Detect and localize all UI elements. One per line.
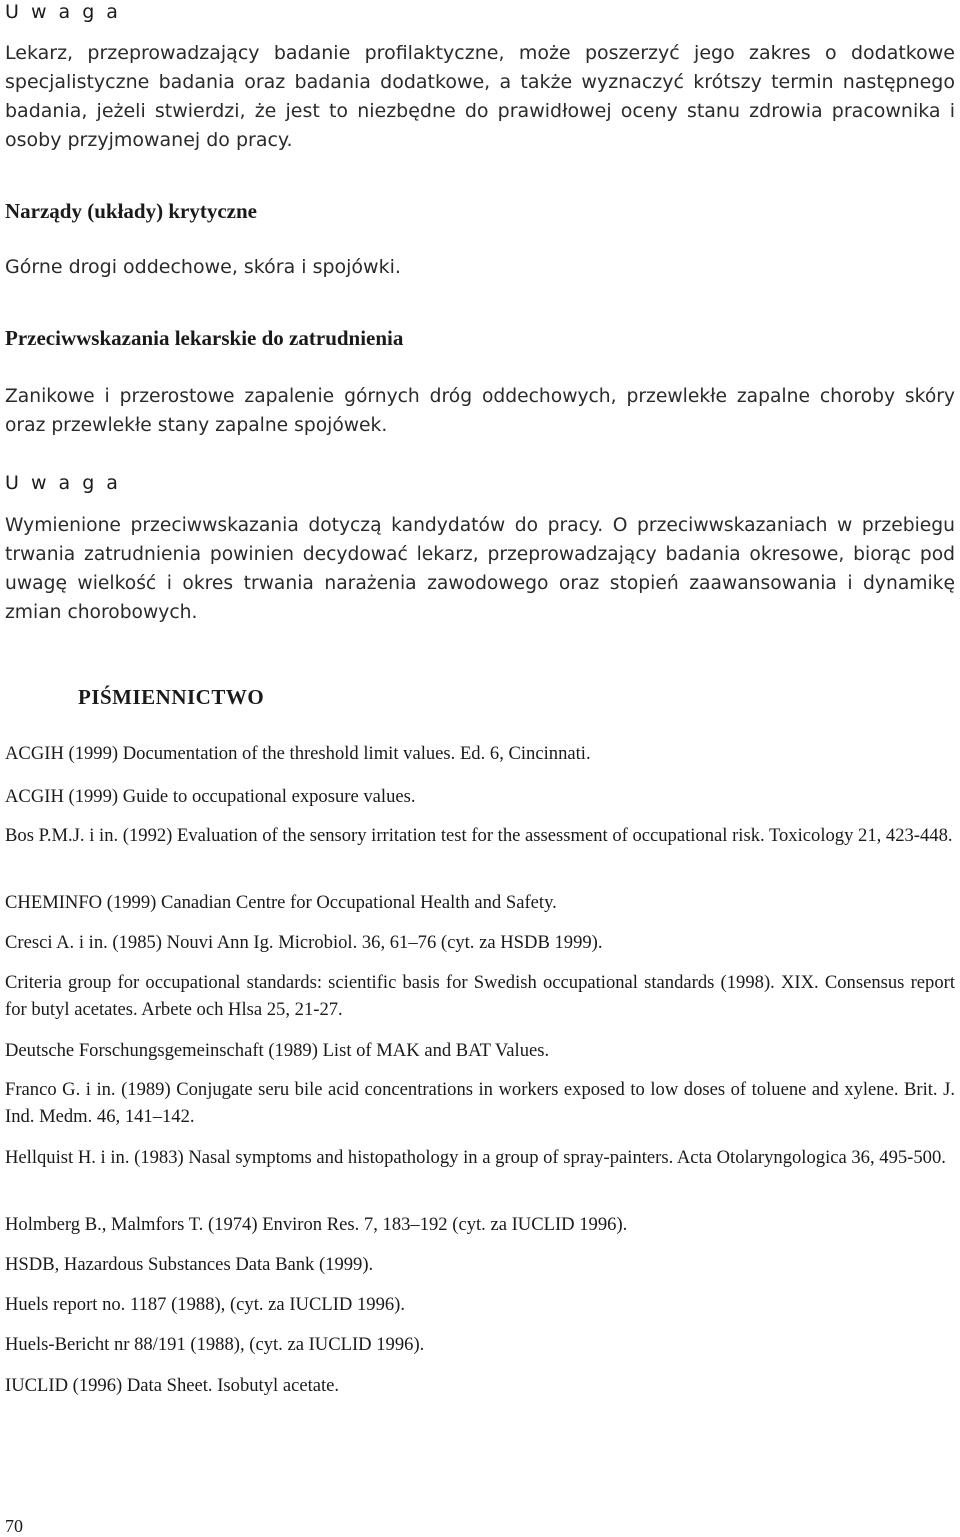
note-paragraph-2: Wymienione przeciwwskazania dotyczą kandydatów do pracy. O przeciwwskazaniach w przebiegu trwania zatrudnienia powinien decydować lekarz, przeprowadzający badania okresowe, biorąc pod uwagę wielkość i okres trwania narażenia zawodowego oraz stopień zaawansowania i dynamikę zmian chorobowych. bbox=[5, 515, 955, 623]
reference-item: IUCLID (1996) Data Sheet. Isobutyl acetate. bbox=[5, 1375, 340, 1396]
reference-item: ACGIH (1999) Guide to occupational exposure values. bbox=[5, 786, 416, 807]
contraindications-heading: Przeciwwskazania lekarskie do zatrudnienia bbox=[5, 326, 404, 350]
critical-organs-heading: Narządy (układy) krytyczne bbox=[5, 199, 257, 223]
reference-item: Franco G. i in. (1989) Conjugate seru bile acid concentrations in workers exposed to low doses of toluene and xylene. Brit. J. Ind. Medm. 46, 141–142. bbox=[5, 1079, 955, 1127]
reference-item: Cresci A. i in. (1985) Nouvi Ann Ig. Microbiol. 36, 61–76 (cyt. za HSDB 1999). bbox=[5, 932, 603, 953]
contraindications-paragraph: Zanikowe i przerostowe zapalenie górnych dróg oddechowych, przewlekłe zapalne choroby skóry oraz przewlekłe stany zapalne spojówek. bbox=[5, 386, 955, 436]
note-heading: U w a g a bbox=[5, 1, 121, 23]
page-number: 70 bbox=[5, 1516, 23, 1536]
note-paragraph: Lekarz, przeprowadzający badanie profilaktyczne, może poszerzyć jego zakres o dodatkowe specjalistyczne badania oraz badania dodatkowe, a także wyznaczyć krótszy termin następnego badania, jeżeli stwierdzi, że jest to niezbędne do prawidłowej oceny stanu zdrowia pracownika i osoby przyjmowanej do pracy. bbox=[5, 42, 955, 151]
reference-item: Hellquist H. i in. (1983) Nasal symptoms and histopathology in a group of spray-painters. Acta Otolaryngologica 36, 495-500. bbox=[5, 1147, 946, 1168]
note-heading-2: U w a g a bbox=[5, 472, 121, 494]
reference-item: Bos P.M.J. i in. (1992) Evaluation of the sensory irritation test for the assessment of occupational risk. Toxicology 21, 423-448. bbox=[5, 825, 953, 846]
reference-item: Holmberg B., Malmfors T. (1974) Environ Res. 7, 183–192 (cyt. za IUCLID 1996). bbox=[5, 1214, 628, 1235]
critical-organs-text: Górne drogi oddechowe, skóra i spojówki. bbox=[5, 256, 401, 278]
reference-item: Huels report no. 1187 (1988), (cyt. za IUCLID 1996). bbox=[5, 1294, 406, 1315]
bibliography-title: PIŚMIENNICTWO bbox=[78, 685, 265, 709]
reference-item: Criteria group for occupational standards: scientific basis for Swedish occupational standards (1998). XIX. Consensus report for butyl acetates. Arbete och Hlsa 25, 21-27. bbox=[5, 972, 955, 1020]
reference-item: CHEMINFO (1999) Canadian Centre for Occupational Health and Safety. bbox=[5, 892, 557, 913]
reference-item: Deutsche Forschungsgemeinschaft (1989) List of MAK and BAT Values. bbox=[5, 1040, 550, 1061]
reference-item: HSDB, Hazardous Substances Data Bank (1999). bbox=[5, 1254, 374, 1275]
reference-item: ACGIH (1999) Documentation of the threshold limit values. Ed. 6, Cincinnati. bbox=[5, 743, 591, 764]
reference-item: Huels-Bericht nr 88/191 (1988), (cyt. za IUCLID 1996). bbox=[5, 1334, 425, 1355]
